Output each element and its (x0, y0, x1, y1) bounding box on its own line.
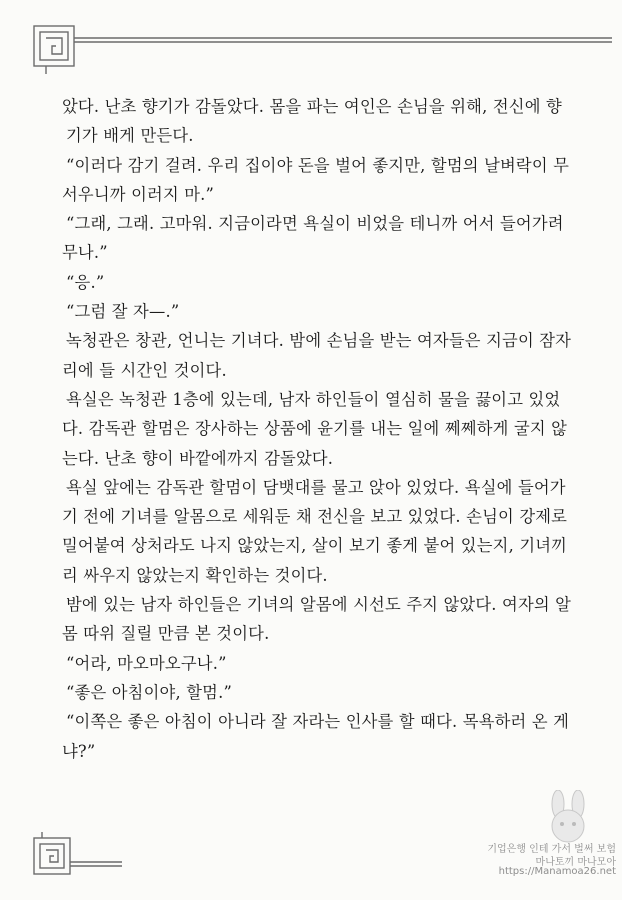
text-line: “좋은 아침이야, 할멈.” (66, 682, 232, 702)
corner-ornament-bottom-icon (32, 832, 122, 892)
text-line: 욕실은 녹청관 1층에 있는데, 남자 하인들이 열심히 물을 끓이고 있었 (66, 389, 561, 409)
watermark-line: 마나토끼 마나모아 (535, 857, 616, 868)
watermark-line: 기업은행 인테 가서 벌써 보험 (487, 844, 616, 855)
text-line: “응.” (66, 272, 105, 292)
text-line: 녹청관은 창관, 언니는 기녀다. 밤에 손님을 받는 여자들은 지금이 잠자 (66, 331, 572, 351)
watermark (487, 790, 620, 900)
text-line: 밀어붙여 상처라도 나지 않았는지, 살이 보기 좋게 붙어 있는지, 기녀끼 (62, 536, 568, 556)
text-line: 기 전에 기녀를 알몸으로 세워둔 채 전신을 보고 있었다. 손님이 강제로 (62, 507, 568, 527)
text-line: 기가 배게 만든다. (66, 126, 194, 146)
text-line: 냐?” (62, 741, 96, 761)
text-line: 리 싸우지 않았는지 확인하는 것이다. (62, 565, 328, 585)
page-body-text (62, 92, 602, 766)
text-line: 몸 따위 질릴 만큼 본 것이다. (62, 624, 270, 644)
text-line: 밤에 있는 남자 하인들은 기녀의 알몸에 시선도 주지 않았다. 여자의 알 (66, 595, 572, 615)
text-line: 리에 들 시간인 것이다. (62, 360, 227, 380)
text-line: 욕실 앞에는 감독관 할멈이 담뱃대를 물고 앉아 있었다. 욕실에 들어가 (66, 477, 566, 497)
text-line: 았다. 난초 향기가 감돌았다. 몸을 파는 여인은 손님을 위해, 전신에 향 (62, 97, 562, 116)
text-line: 다. 감독관 할멈은 장사하는 상품에 윤기를 내는 일에 쩨쩨하게 굴지 않 (62, 419, 568, 439)
watermark-url: https://Manamoa26.net (498, 866, 616, 877)
text-line: 는다. 난초 향이 바깥에까지 감돌았다. (62, 448, 334, 468)
text-line: 무나.” (62, 243, 108, 263)
text-line: 서우니까 이러지 마.” (62, 184, 215, 204)
text-line: “그럼 잘 자—.” (66, 302, 180, 322)
text-line: “이러다 감기 걸려. 우리 집이야 돈을 벌어 좋지만, 할멈의 날벼락이 무 (66, 155, 570, 175)
text-line: “이쪽은 좋은 아침이 아니라 잘 자라는 인사를 할 때다. 목욕하러 온 게 (66, 712, 570, 732)
corner-ornament-top-icon (32, 24, 612, 74)
text-line: “어라, 마오마오구나.” (66, 653, 227, 673)
text-line: “그래, 그래. 고마워. 지금이라면 욕실이 비었을 테니까 어서 들어가려 (66, 214, 564, 234)
